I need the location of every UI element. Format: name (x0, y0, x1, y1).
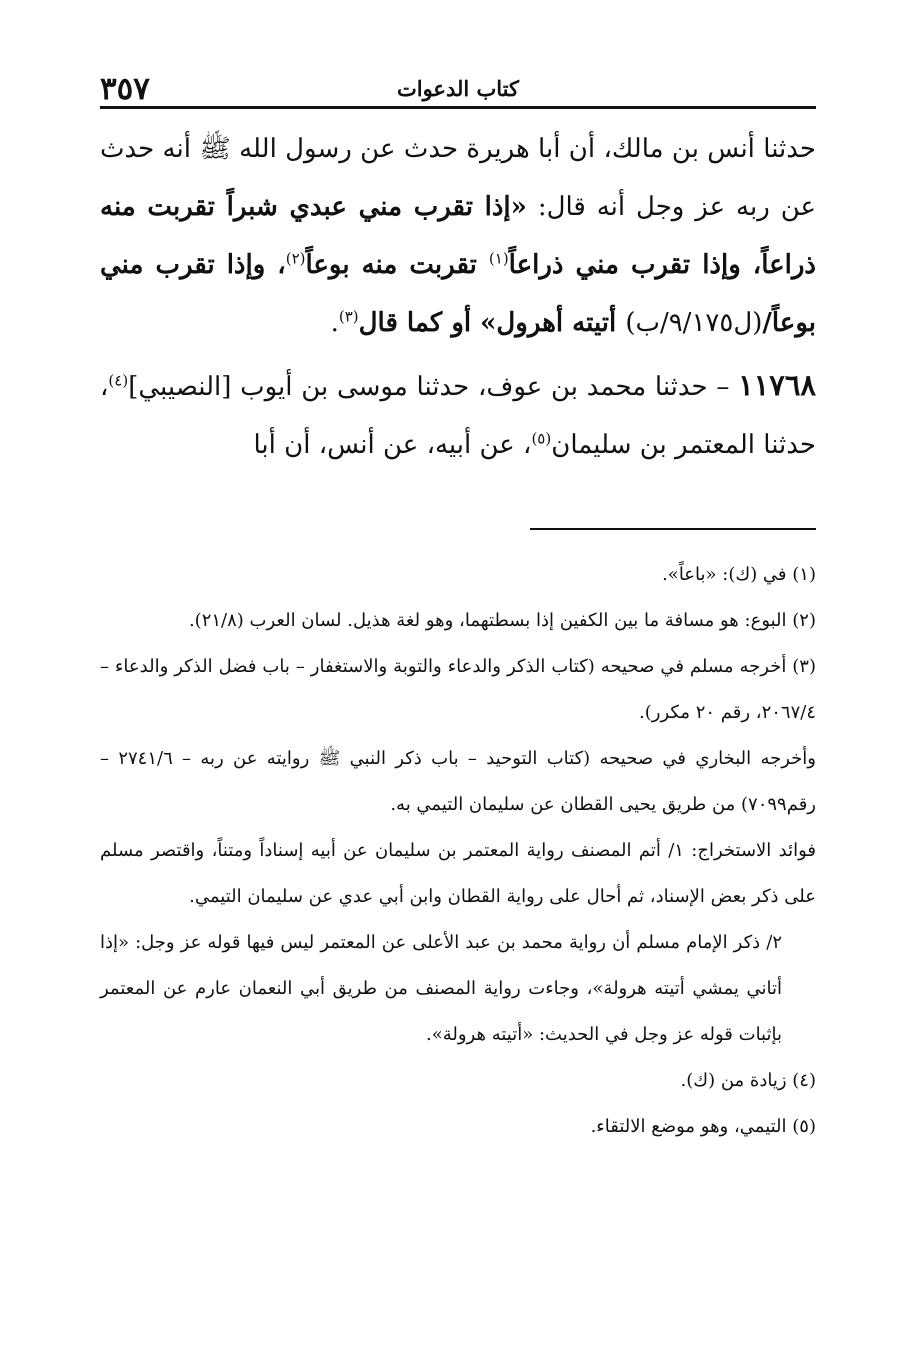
text-span: حدثنا أنس بن مالك، أن أبا هريرة حدث عن رسول الله ﷺ أنه حدث عن ربه عز وجل أنه قال: (100, 134, 816, 222)
footnote-ref-3: (٣) (338, 307, 359, 326)
footnotes (100, 552, 816, 1150)
footnote-ref-2: (٢) (285, 249, 306, 268)
footnote-3: (٣) أخرجه مسلم في صحيحه (كتاب الذكر والدعاء والتوبة والاستغفار – باب فضل الذكر والدعاء – ٢٠٦٧/٤، رقم ٢٠ مكرر). (100, 656, 816, 723)
footnote-separator (530, 528, 816, 530)
hadith-paragraph-1 (100, 120, 816, 352)
text-span: . (330, 308, 339, 338)
footnote-ref-5: (٥) (531, 429, 552, 448)
text-span: ، عن أبيه، عن أنس، أن أبا (253, 430, 532, 460)
text-span: ، حدثنا المعتمر بن سليمان (100, 372, 816, 460)
footnote-ref-1: (١) (488, 249, 509, 268)
hadith-number: ١١٧٦٨ (738, 368, 816, 402)
quoted-hadith: «إذا تقرب مني عبدي شبراً تقربت منه ذراعاً، وإذا تقرب مني ذراعاً (100, 192, 816, 280)
quoted-hadith: تقربت منه بوعاً (305, 250, 489, 280)
text-span: – حدثنا محمد بن عوف، حدثنا موسى بن أيوب [النصيبي] (128, 372, 739, 402)
quoted-hadith: ، وإذا تقرب مني بوعاً/ (100, 250, 816, 338)
header-rule (100, 106, 816, 109)
footnote-ref-4: (٤) (108, 371, 129, 390)
footnote-5: (٥) التيمي، وهو موضع الالتقاء. (590, 1116, 816, 1137)
footnote-3-bukhari: وأخرجه البخاري في صحيحه (كتاب التوحيد – باب ذكر النبي ﷺ روايته عن ربه – ٢٧٤١/٦ – رقم٧٠٩٩) من طريق يحيى القطان عن سليمان التيمي به. (100, 748, 816, 815)
footnote-1: (١) في (ك): «باعاً». (662, 564, 816, 585)
manuscript-ref: (ل٩/١٧٥/ب) (625, 308, 763, 338)
running-title: كتاب الدعوات (396, 76, 520, 101)
hadith-paragraph-2 (100, 356, 816, 474)
footnote-3-benefits-2: ٢/ ذكر الإمام مسلم أن رواية محمد بن عبد الأعلى عن المعتمر ليس فيها قوله عز وجل: «إذا أتاني يمشي أتيته هرولة»، وجاءت رواية المصنف من طريق أبي النعمان عارم عن المعتمر بإثبات قوله عز وجل في الحديث: «أتيته هرولة». (100, 932, 782, 1045)
page-number: ٣٥٧ (100, 71, 150, 107)
quoted-hadith: أتيته أهرول» أو كما قال (358, 308, 626, 338)
page-header (100, 72, 816, 106)
footnote-3-benefits-1: فوائد الاستخراج: ١/ أتم المصنف رواية المعتمر بن سليمان عن أبيه إسناداً ومتناً، واقتصر مسلم على ذكر بعض الإسناد، ثم أحال على رواية القطان وابن أبي عدي عن سليمان التيمي. (100, 840, 816, 907)
footnote-2: (٢) البوع: هو مسافة ما بين الكفين إذا بسطتهما، وهو لغة هذيل. لسان العرب (٢١/٨). (188, 610, 816, 631)
footnote-4: (٤) زيادة من (ك). (680, 1070, 816, 1091)
main-text (100, 120, 816, 474)
